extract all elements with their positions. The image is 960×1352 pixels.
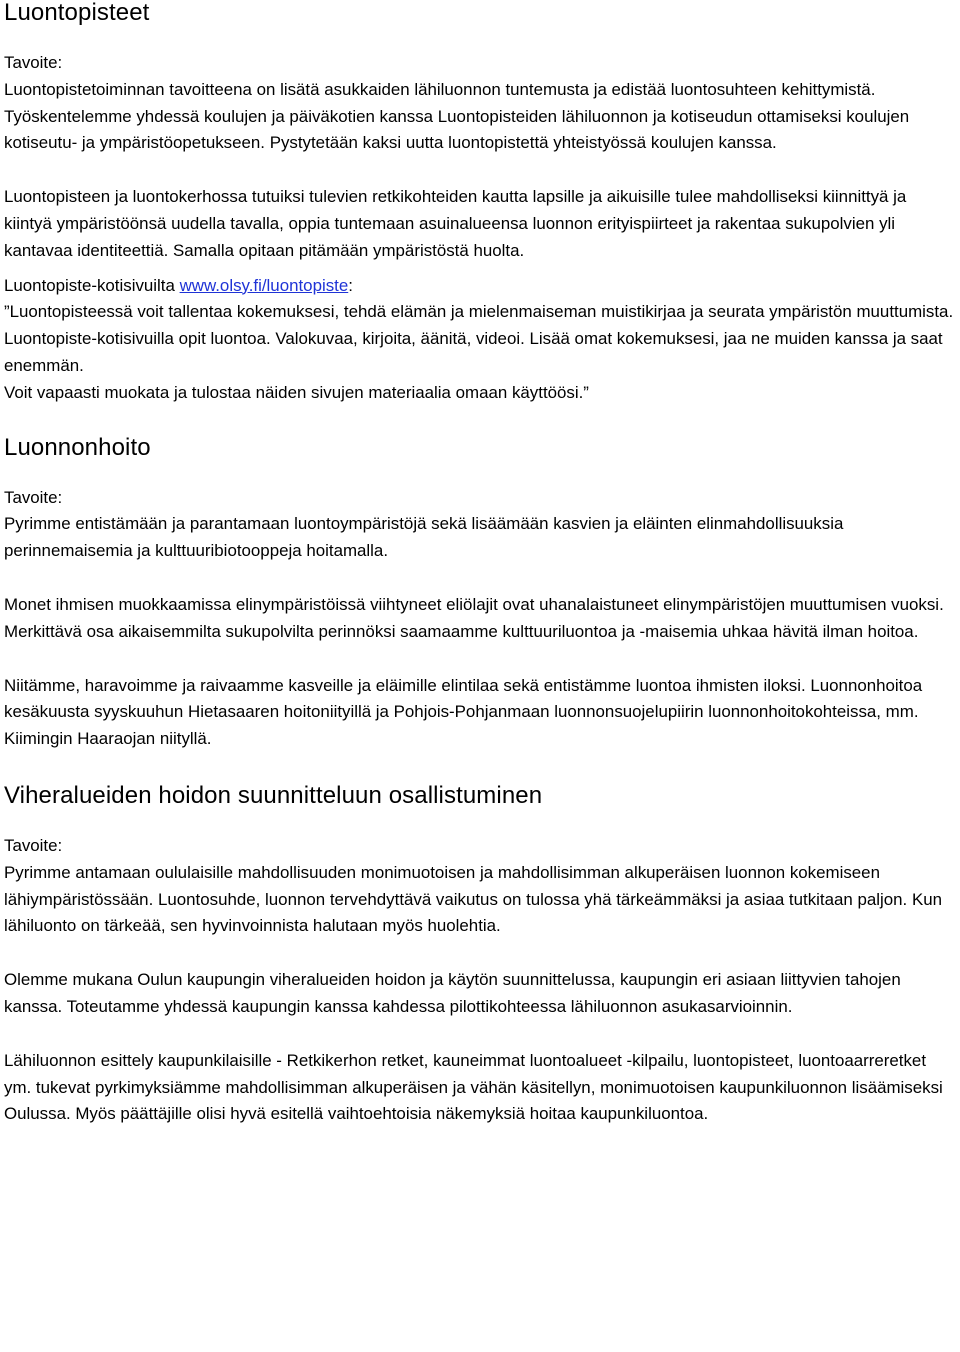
paragraph: Monet ihmisen muokkaamissa elinympäristöissä viihtyneet eliölajit ovat uhanalaistuneet elinympäristöjen muuttumisen vuoksi. Merkittävä osa aikaisemmilta sukupolvilta perinnöksi saamaamme kulttuuriluontoa ja -maisemia uhkaa hävitä ilman hoitoa. <box>4 594 944 641</box>
section-title: Luonnonhoito <box>4 433 151 461</box>
paragraph: Pyrimme antamaan oululaisille mahdollisuuden monimuotoisen ja mahdollisimman alkuperäisen luonnon kokemiseen lähiympäristössään. Luontosuhde, luonnon tervehdyttävä vaikutus on tulossa yhä tärkeämmäksi ja asiaa tutkitaan paljon. Kun lähiluonto on tärkeää, sen hyvinvoinnista halutaan myös huolehtia. <box>4 862 942 936</box>
paragraph: Luontopisteen ja luontokerhossa tutuiksi tulevien retkikohteiden kautta lapsille ja aikuisille tulee mahdolliseksi kiinnittyä ja kiintyä ympäristöönsä uudella tavalla, oppia tuntemaan asuinalueensa luonnon erityispiirteet ja rakentaa sukupolvien yli kantavaa identiteettiä. Samalla opitaan pitämään ympäristöstä huolta. <box>4 187 907 260</box>
paragraph: Niitämme, haravoimme ja raivaamme kasveille ja eläimille elintilaa sekä entistämme luontoa ihmisten iloksi. Luonnonhoitoa kesäkuusta syyskuuhun Hietasaaren hoitoniityillä ja Pohjois-Pohjanmaan luonnonsuojelupiirin luonnonhoitokohteissa, mm. Kiimingin Haaraojan niityllä. <box>4 675 923 749</box>
paragraph: Lähiluonnon esittely kaupunkilaisille - Retkikerhon retket, kauneimmat luontoalueet -kilpailu, luontopisteet, luontoaarreretket ym. tukevat pyrkimyksiämme mahdollisimman alkuperäisen ja vähän käsitellyn, monimuotoisen kaupunkiluonnon lisäämiseksi Oulussa. Myös päättäjille olisi hyvä esitellä vaihtoehtoisia näkemyksiä hoitaa kaupunkiluontoa. <box>4 1050 943 1124</box>
paragraph: Luontopistetoiminnan tavoitteena on lisätä asukkaiden lähiluonnon tuntemusta ja edistää luontosuhteen kehittymistä. Työskentelemme yhdessä koulujen ja päiväkotien kanssa Luontopisteiden lähiluonnon ja kotiseudun ottamiseksi koulujen kotiseutu- ja ympäristöopetukseen. Pystytetään kaksi uutta luontopistettä yhteistyössä koulujen kanssa. <box>4 79 910 153</box>
section-title: Viheralueiden hoidon suunnitteluun osallistuminen <box>4 781 543 809</box>
quote-paragraph: Voit vapaasti muokata ja tulostaa näiden sivujen materiaalia omaan käyttöösi.” <box>4 382 589 402</box>
paragraph: Olemme mukana Oulun kaupungin viheralueiden hoidon ja käytön suunnittelussa, kaupungin eri asiaan liittyvien tahojen kanssa. Toteutamme yhdessä kaupungin kanssa kahdessa pilottikohteessa lähiluonnon asukasarvioinnin. <box>4 970 901 1016</box>
luontopiste-link[interactable]: www.olsy.fi/luontopiste <box>179 275 349 295</box>
quote-paragraph: ”Luontopisteessä voit tallentaa kokemuksesi, tehdä elämän ja mielenmaiseman muistikirjaa ja seurata ympäristön muuttumista. <box>4 302 954 322</box>
quote-paragraph: Luontopiste-kotisivuilla opit luontoa. Valokuvaa, kirjoita, äänitä, videoi. Lisää omat kokemuksesi, jaa ne muiden kanssa ja saat enemmän. <box>4 329 943 375</box>
goal-label: Tavoite: <box>4 835 63 855</box>
goal-label: Tavoite: <box>4 487 63 507</box>
link-suffix: : <box>348 275 353 295</box>
link-line <box>4 273 956 300</box>
goal-label: Tavoite: <box>4 53 63 72</box>
paragraph: Pyrimme entistämään ja parantamaan luontoympäristöjä sekä lisäämään kasvien ja eläinten elinmahdollisuuksia perinnemaisemia ja kulttuuribiotooppeja hoitamalla. <box>4 514 844 561</box>
section-luonnonhoito <box>4 435 956 753</box>
section-luontopisteet <box>4 0 956 407</box>
section-title: Luontopisteet <box>4 0 150 26</box>
section-viheralueet <box>4 783 956 1128</box>
link-prefix: Luontopiste-kotisivuilta <box>4 275 180 295</box>
